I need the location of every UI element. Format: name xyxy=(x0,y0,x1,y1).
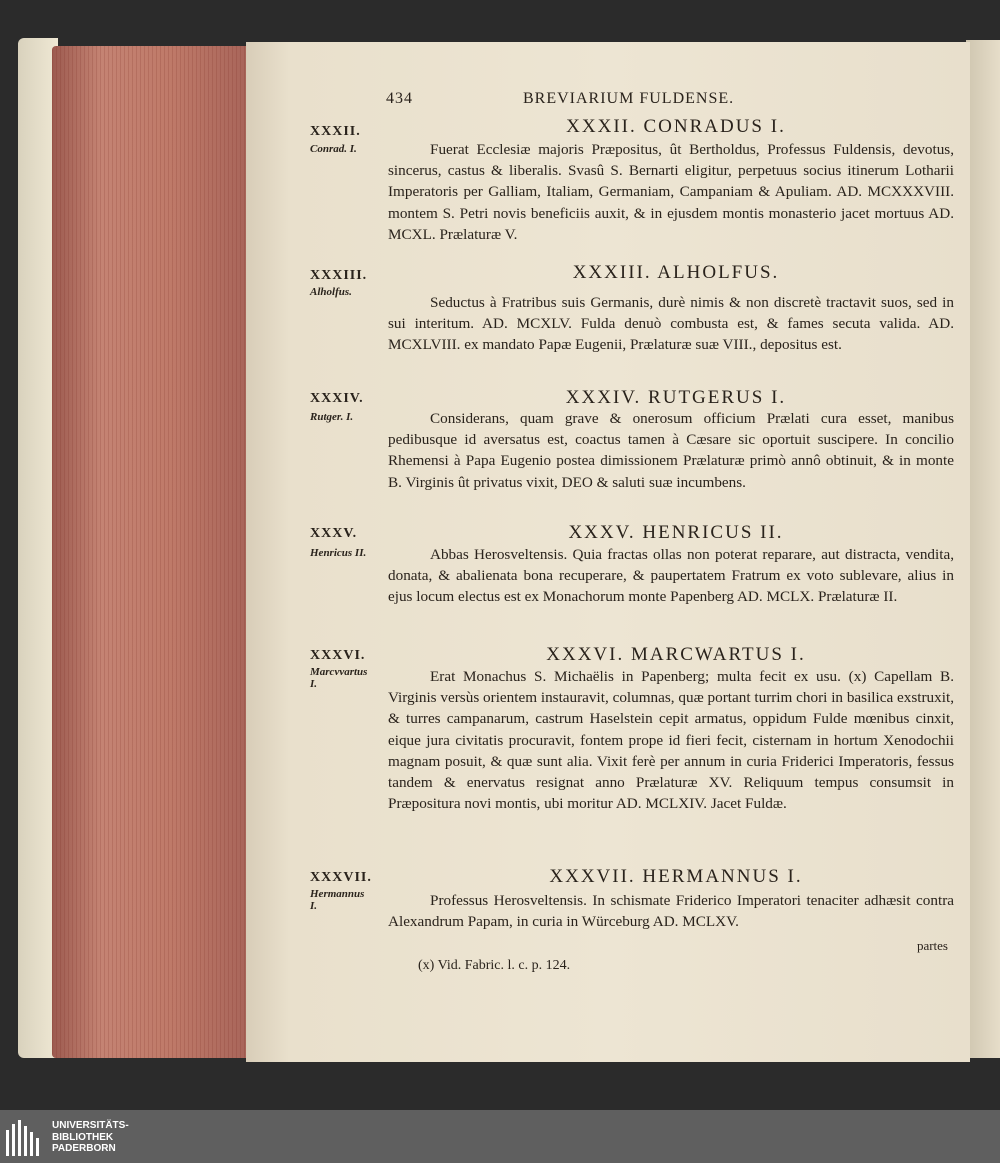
page-edges xyxy=(52,46,248,1058)
margin-number: XXXII. xyxy=(310,124,361,139)
entry-text: Fuerat Ecclesiæ majoris Præpositus, ût Bertholdus, Professus Fuldensis, devotus, sincerus, castus & liberalis. Svasû S. Bernarti eligitur, perpetuus socius itinerum Lotharii Imperatoris per Galliam, Italiam, Germaniam, Campaniam & Apuliam. AD. MCXXXVIII. montem S. Petri novis beneficiis auxit, & in ejusdem montis monasterio jacet mortuus AD. MCXL. Prælaturæ V. xyxy=(388,141,954,243)
margin-number: XXXVI. xyxy=(310,648,366,663)
footnote: (x) Vid. Fabric. l. c. p. 124. xyxy=(418,958,571,973)
running-title: BREVIARIUM FULDENSE. xyxy=(523,90,735,107)
margin-name: Hermannus I. xyxy=(310,888,365,912)
library-logo-text: UNIVERSITÄTS- BIBLIOTHEK PADERBORN xyxy=(52,1120,129,1154)
library-footer-bar xyxy=(0,1110,1000,1163)
book-page xyxy=(246,42,970,1062)
library-logo-icon xyxy=(6,1120,46,1156)
entry-text: Erat Monachus S. Michaëlis in Papenberg; multa fecit ex usu. (x) Capellam B. Virginis versùs orientem instauravit, columnas, quæ portant turrim chori in basilica exstruxit, & turres campanarum, castrum Haselstein cepit armatus, oppidum Fulde mœnibus cinxit, eique jura civitatis procuravit, fontem prope id fieri fecit, cisternam in hortum Xenodochii magnam posuit, & quæ sunt alia. Vixit ferè per annum in curia Friderici Imperatoris, fessus tandem & enervatus resignat anno Prælaturæ XV. Reliquum tempus consumsit in Præpositura novi montis, ubi moritur AD. MCLXIV. Jacet Fuldæ. xyxy=(388,668,954,813)
margin-number: XXXIII. xyxy=(310,268,368,283)
entry-text: Seductus à Fratribus suis Germanis, durè nimis & non discretè tractavit suos, sed in sui interitum. AD. MCXLV. Fulda denuò combusta est, & fames secuta valida. AD. MCXLVIII. ex mandato Papæ Eugenii, Prælaturæ suæ VIII., depositus est. xyxy=(388,294,954,354)
entry-heading: XXXIV. RUTGERUS I. xyxy=(565,387,787,408)
entry-text: Professus Herosveltensis. In schismate Friderico Imperatori tenaciter adhæsit contra Alexandrum Papam, in curia in Würceburg AD. MCLXV. xyxy=(388,892,954,931)
margin-number: XXXVII. xyxy=(310,870,372,885)
margin-name: Alholfus. xyxy=(310,286,352,298)
margin-number: XXXV. xyxy=(310,526,358,541)
margin-number: XXXIV. xyxy=(310,391,364,406)
margin-name: Rutger. I. xyxy=(310,411,354,423)
catchword: partes xyxy=(916,938,948,953)
margin-name: Henricus II. xyxy=(310,547,367,559)
facing-page-edge xyxy=(966,40,1000,1058)
margin-name: Conrad. I. xyxy=(310,143,357,155)
entry-heading: XXXVII. HERMANNUS I. xyxy=(549,866,803,887)
entry-heading: XXXV. HENRICUS II. xyxy=(568,522,784,543)
running-head xyxy=(386,90,734,108)
entry-text: Considerans, quam grave & onerosum officium Prælati cura esset, manibus pedibusque id aversatus est, coactus tamen à Cæsare sic oportuit suscipere. In concilio Rhemensi à Papa Eugenio postea dimissionem Prælaturæ primò annô obtinuit, & in monte B. Virginis ût privatus vixit, DEO & saluti suæ incumbens. xyxy=(388,410,954,491)
page-number: 434 xyxy=(386,90,413,107)
entry-heading: XXXIII. ALHOLFUS. xyxy=(572,262,780,283)
entry-heading: XXXII. CONRADUS I. xyxy=(566,116,786,137)
entry-text: Abbas Herosveltensis. Quia fractas ollas non poterat reparare, aut distracta, vendita, donata, & abalienata bona recuperare, & paupertatem Fratrum ex voto sublevare, alius in ejus locum electus est ex Monachorum monte Papenberg AD. MCLX. Prælaturæ II. xyxy=(388,546,954,606)
margin-name: Marcvvartus I. xyxy=(310,666,368,690)
entry-heading: XXXVI. MARCWARTUS I. xyxy=(546,644,806,665)
